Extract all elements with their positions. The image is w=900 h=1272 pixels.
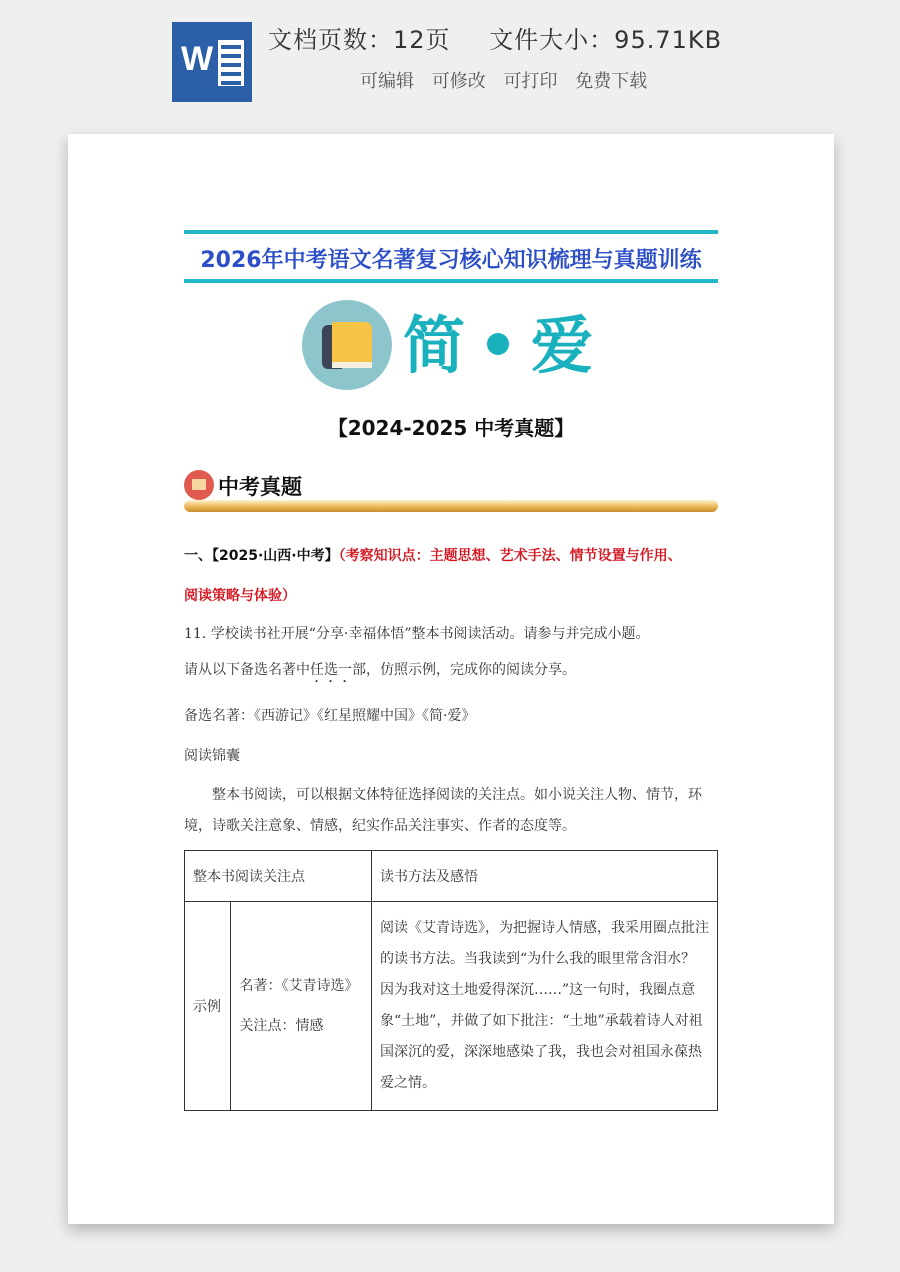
book-title-first-char: 简 [403, 309, 466, 382]
instruction-part-b: 部，仿照示例，完成你的阅读分享。 [352, 662, 576, 678]
knowledge-points-line2: 阅读策略与体验） [184, 588, 296, 604]
section-divider-bar [184, 500, 718, 512]
exam-header: 【2024-2025 中考真题】 [327, 416, 575, 440]
feature-editable: 可编辑 [360, 71, 414, 92]
question-source: 一、【2025·山西·中考】 [184, 548, 339, 564]
knowledge-points-line1: （考察知识点：主题思想、艺术手法、情节设置与作用、 [338, 548, 682, 564]
document-meta [268, 20, 722, 55]
series-title: 2026年中考语文名著复习核心知识梳理与真题训练 [200, 248, 702, 273]
book-title-second-char: 爱 [531, 309, 594, 382]
example-label: 示例 [185, 902, 231, 1111]
question-heading [184, 536, 724, 616]
book-title [403, 306, 593, 386]
header-method: 读书方法及感悟 [372, 851, 718, 902]
page-count: 文档页数：12页 [268, 26, 451, 54]
table-row [185, 902, 718, 1111]
instruction-emphasis: 任选一 [310, 662, 352, 678]
word-document-icon: W [172, 22, 252, 102]
file-size: 文件大小：95.71KB [489, 26, 723, 54]
folder-icon [184, 470, 214, 500]
instruction-text [184, 660, 724, 686]
document-page [68, 134, 834, 1224]
example-reflection: 阅读《艾青诗选》，为把握诗人情感，我采用圈点批注的读书方法。当我读到“为什么我的眼里常含泪水？因为我对这土地爱得深沉……”这一句时，我圈点意象“土地”，并做了如下批注：“土地”承载着诗人对祖国深沉的爱，深深地感染了我，我也会对祖国永葆热爱之情。 [372, 902, 718, 1111]
example-focus: 关注点：情感 [239, 1018, 324, 1034]
header-focus-point: 整本书阅读关注点 [185, 851, 372, 902]
instruction-part-a: 请从以下备选名著中 [184, 662, 310, 678]
tips-label: 阅读锦囊 [184, 748, 240, 764]
title-dot-icon [487, 333, 509, 355]
section-title: 中考真题 [218, 475, 302, 499]
example-book: 名著：《艾青诗选》 [239, 978, 359, 994]
question-11: 11. 学校读书社开展“分享·幸福体悟”整本书阅读活动。请参与并完成小题。 [184, 626, 650, 642]
feature-list [360, 67, 659, 93]
candidate-books: 备选名著：《西游记》《红星照耀中国》《简·爱》 [184, 708, 476, 724]
feature-printable: 可打印 [503, 71, 558, 92]
table-header-row [185, 851, 718, 902]
book-icon [302, 300, 392, 390]
feature-modifiable: 可修改 [431, 71, 486, 92]
header-rule-bottom [184, 279, 718, 283]
reading-table [184, 850, 718, 1111]
tips-text: 整本书阅读，可以根据文体特征选择阅读的关注点。如小说关注人物、情节，环境，诗歌关注意象、情感，纪实作品关注事实、作者的态度等。 [184, 787, 702, 834]
header-rule-top [184, 230, 718, 234]
example-focus-cell [231, 902, 372, 1111]
document-info-banner [0, 0, 900, 118]
feature-free-download: 免费下载 [575, 71, 648, 92]
